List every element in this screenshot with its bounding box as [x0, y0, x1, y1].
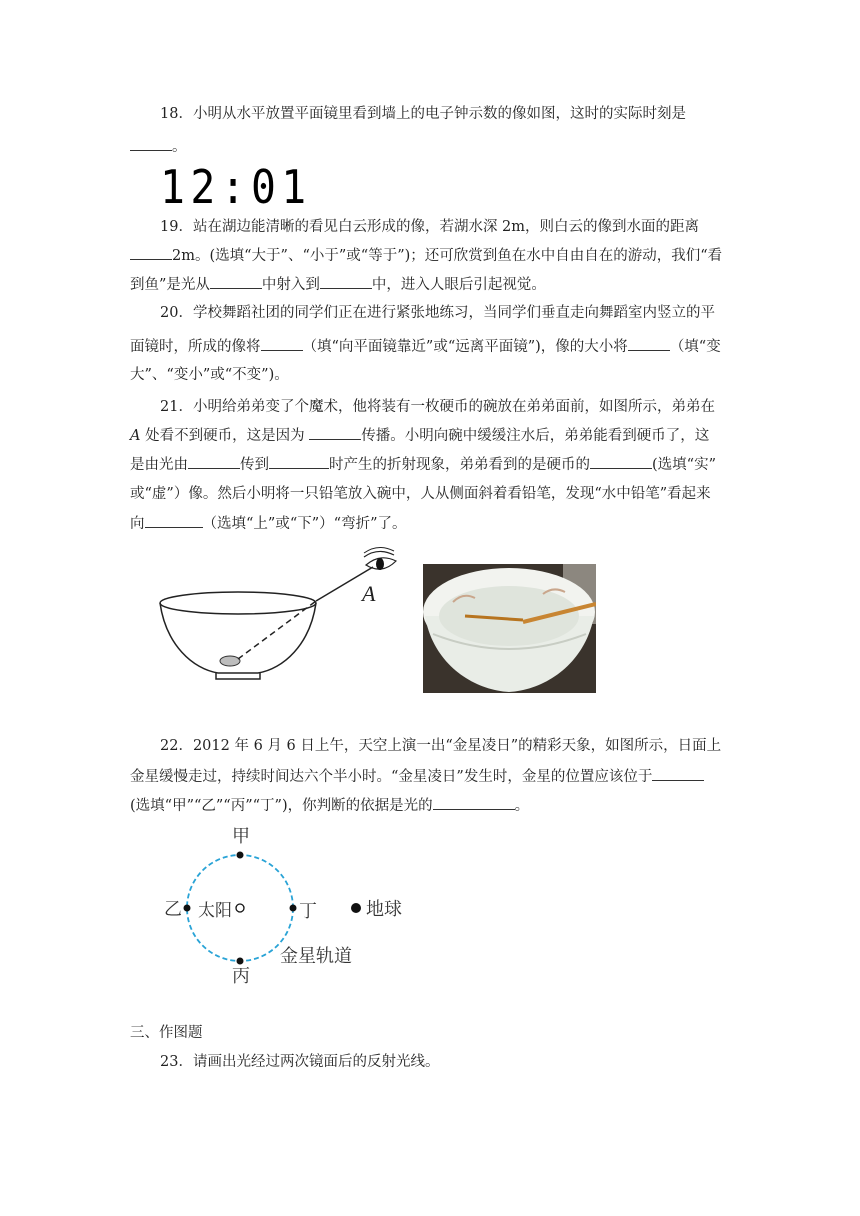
answer-blank[interactable]	[628, 336, 670, 351]
q21-line3b: 传到	[240, 457, 269, 473]
label-sun: 太阳	[198, 901, 232, 920]
q22-line1: 22．2012 年 6 月 6 日上午，天空上演一出“金星凌日”的精彩天象，如图所示，日面上	[160, 738, 722, 754]
point-a-label: A	[130, 428, 141, 444]
q21-line5b: （选填“上”或“下”）“弯折”了。	[202, 516, 407, 532]
q18-line2	[130, 136, 730, 157]
bowl-foot	[216, 673, 260, 679]
pencil-in-bowl-photo	[423, 564, 596, 693]
q21-line2b: 处看不到硬币，这是因为	[140, 428, 310, 444]
label-bing: 丙	[232, 966, 250, 986]
sight-line-dashed	[238, 601, 316, 659]
q21-line4: 或“虚”）像。然后小明将一只铅笔放入碗中，人从侧面斜着看铅笔，发现“水中铅笔”看起来	[130, 486, 711, 502]
q21-line3	[130, 454, 730, 475]
point-ding	[290, 905, 297, 912]
label-earth: 地球	[366, 899, 402, 919]
q20-line1: 20．学校舞蹈社团的同学们正在进行紧张地练习，当同学们垂直走向舞蹈室内竖立的平	[160, 305, 715, 321]
answer-blank[interactable]	[269, 454, 329, 469]
q19-line2-text: 2m。(选填“大于”、“小于”或“等于”)；还可欣赏到鱼在水中自由自在的游动，我们“看	[172, 248, 723, 264]
q20-line2a: 面镜时，所成的像将	[130, 339, 261, 355]
answer-blank[interactable]	[433, 795, 515, 810]
q18-suffix: 。	[172, 139, 187, 155]
eye-icon	[364, 547, 396, 570]
answer-blank[interactable]	[130, 136, 172, 151]
label-ding: 丁	[299, 901, 317, 921]
answer-blank[interactable]	[590, 454, 652, 469]
q22-line2a: 金星缓慢走过，持续时间达六个半小时。“金星凌日”发生时，金星的位置应该位于	[130, 769, 653, 785]
venus-transit-diagram	[150, 820, 430, 995]
answer-blank[interactable]	[652, 766, 704, 781]
q21-line2	[130, 425, 730, 446]
q19-line3c: 中，进入人眼后引起视觉。	[371, 277, 546, 293]
q22-line2	[130, 766, 730, 787]
label-yi: 乙	[164, 899, 182, 919]
coin	[220, 656, 240, 666]
q19-line3a: 到鱼”是光从	[130, 277, 210, 293]
q20-line2	[130, 336, 730, 357]
mirror-clock-display: 12:01	[160, 160, 312, 214]
label-venus-orbit: 金星轨道	[280, 946, 352, 966]
q22-line3	[130, 795, 730, 816]
section-title: 三、作图题	[130, 1025, 203, 1041]
q22-line3b: 。	[514, 798, 530, 814]
q21-line5a: 向	[130, 516, 145, 532]
answer-blank[interactable]	[145, 513, 203, 528]
q19-line3	[130, 274, 730, 295]
q19-line1: 19．站在湖边能清晰的看见白云形成的像，若湖水深 2m，则白云的像到水面的距离	[160, 219, 700, 235]
answer-blank[interactable]	[309, 425, 361, 440]
q19-line3b: 中射入到	[261, 277, 320, 293]
point-yi	[184, 905, 191, 912]
earth-icon	[351, 903, 361, 913]
q22-line3a: (选填“甲”“乙”“丙”“丁”)，你判断的依据是光的	[130, 798, 433, 814]
q21-line3d: (选填“实”	[652, 457, 716, 473]
pencil-photo-drawing	[423, 564, 596, 693]
q19-line2	[130, 245, 730, 266]
bowl-coin-diagram	[158, 545, 408, 695]
answer-blank[interactable]	[130, 245, 172, 260]
eye-position-label-a: A	[362, 581, 376, 606]
q21-line5	[130, 513, 730, 534]
q20-line2b: （填“向平面镜靠近”或“远离平面镜”)，像的大小将	[302, 339, 628, 355]
q21-line3a: 是由光由	[130, 457, 188, 473]
q20-line3: 大”、“变小”或“不变”)。	[130, 367, 289, 383]
q20-line2c: （填“变	[669, 339, 721, 355]
answer-blank[interactable]	[261, 336, 303, 351]
answer-blank[interactable]	[188, 454, 240, 469]
q21-line1: 21．小明给弟弟变了个魔术，他将装有一枚硬币的碗放在弟弟面前，如图所示，弟弟在	[160, 399, 715, 415]
q23-line1: 23．请画出光经过两次镜面后的反射光线。	[160, 1054, 440, 1070]
answer-blank[interactable]	[210, 274, 262, 289]
q18-line1: 18．小明从水平放置平面镜里看到墙上的电子钟示数的像如图，这时的实际时刻是	[160, 106, 686, 122]
bowl-rim	[160, 592, 316, 614]
sun-icon	[236, 904, 244, 912]
q21-line3c: 时产生的折射现象，弟弟看到的是硬币的	[329, 457, 590, 473]
point-bing	[237, 958, 244, 965]
label-jia: 甲	[232, 826, 250, 846]
q21-line2c: 传播。小明向碗中缓缓注水后，弟弟能看到硬币了，这	[361, 428, 710, 444]
answer-blank[interactable]	[320, 274, 372, 289]
point-jia	[237, 852, 244, 859]
